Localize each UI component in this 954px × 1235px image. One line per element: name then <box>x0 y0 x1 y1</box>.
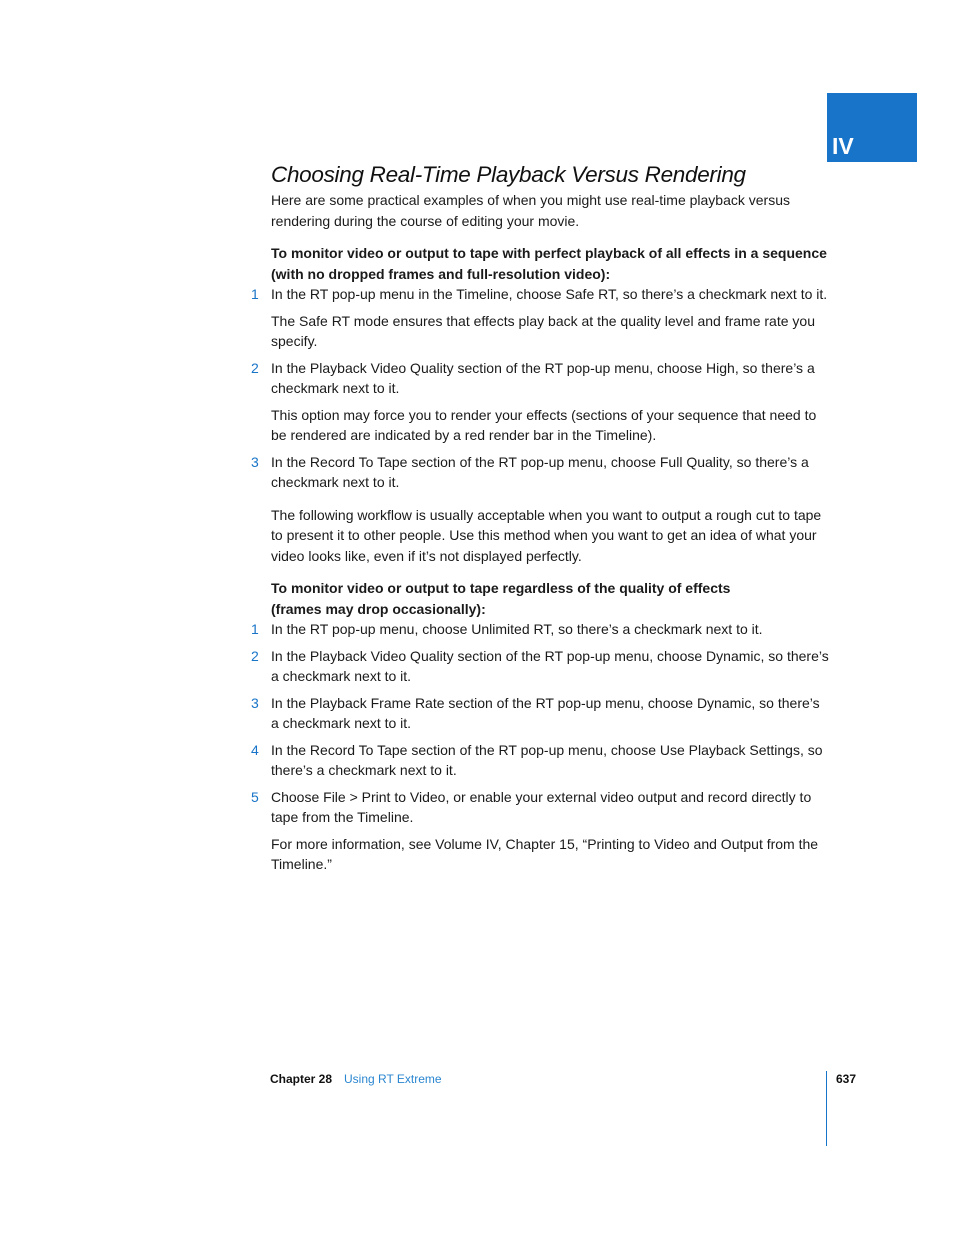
step-number: 2 <box>251 359 259 376</box>
step-number: 3 <box>251 694 259 711</box>
procedure2-step-5 <box>251 787 831 828</box>
step-number: 5 <box>251 788 259 805</box>
step-text: Choose File > Print to Video, or enable your external video output and record directly to tape from the Timeline. <box>271 788 812 825</box>
step-number: 4 <box>251 741 259 758</box>
page-content <box>251 160 831 875</box>
footer-divider <box>826 1071 827 1146</box>
procedure2-step-2 <box>251 646 831 687</box>
section-tab <box>827 93 917 162</box>
procedure1-title: To monitor video or output to tape with perfect playback of all effects in a sequence (with no dropped frames and full-resolution video): <box>271 245 827 282</box>
step-number: 1 <box>251 621 259 637</box>
intro-paragraph: Here are some practical examples of when you might use real-time playback versus rendering during the course of editing your movie. <box>271 192 791 229</box>
step-number: 1 <box>251 286 259 302</box>
step-text: In the Playback Frame Rate section of the RT pop-up menu, choose Dynamic, so there’s a checkmark next to it. <box>271 694 820 731</box>
page-title: Choosing Real-Time Playback Versus Rendering <box>271 162 746 187</box>
step-note: This option may force you to render your effects (sections of your sequence that need to be rendered are indicated by a red render bar in the Timeline). <box>271 406 817 443</box>
step-text: In the Playback Video Quality section of the RT pop-up menu, choose High, so there’s a checkmark next to it. <box>271 359 815 396</box>
workflow-paragraph: The following workflow is usually acceptable when you want to output a rough cut to tape to present it to other people. Use this method when you want to get an idea of what your video looks like, even if it’s not displayed perfectly. <box>271 506 822 564</box>
footer-chapter-title-link[interactable]: Using RT Extreme <box>344 1072 442 1086</box>
step-text: In the Record To Tape section of the RT pop-up menu, choose Use Playback Settings, so there’s a checkmark next to it. <box>271 741 823 778</box>
step-note: The Safe RT mode ensures that effects play back at the quality level and frame rate you specify. <box>271 312 815 349</box>
footer-chapter: Chapter 28 <box>270 1072 333 1086</box>
step-number: 3 <box>251 453 259 470</box>
procedure2-title: To monitor video or output to tape regardless of the quality of effects (frames may drop occasionally): <box>271 580 731 617</box>
procedure1-step-3 <box>251 452 831 493</box>
step-text: In the Playback Video Quality section of the RT pop-up menu, choose Dynamic, so there’s a checkmark next to it. <box>271 647 829 684</box>
step-note: For more information, see Volume IV, Chapter 15, “Printing to Video and Output from the Timeline.” <box>271 835 819 872</box>
procedure1-step-1 <box>251 284 831 305</box>
procedure1-step-2 <box>251 358 831 399</box>
step-number: 2 <box>251 647 259 664</box>
step-text: In the Record To Tape section of the RT pop-up menu, choose Full Quality, so there’s a checkmark next to it. <box>271 453 809 490</box>
step-text: In the RT pop-up menu, choose Unlimited RT, so there’s a checkmark next to it. <box>271 621 763 637</box>
page-number: 637 <box>836 1072 857 1086</box>
section-tab-label: IV <box>832 133 854 159</box>
procedure2-step-3 <box>251 693 831 734</box>
step-text: In the RT pop-up menu in the Timeline, choose Safe RT, so there’s a checkmark next to it. <box>271 286 828 302</box>
procedure2-step-1 <box>251 619 831 640</box>
procedure2-step-4 <box>251 740 831 781</box>
